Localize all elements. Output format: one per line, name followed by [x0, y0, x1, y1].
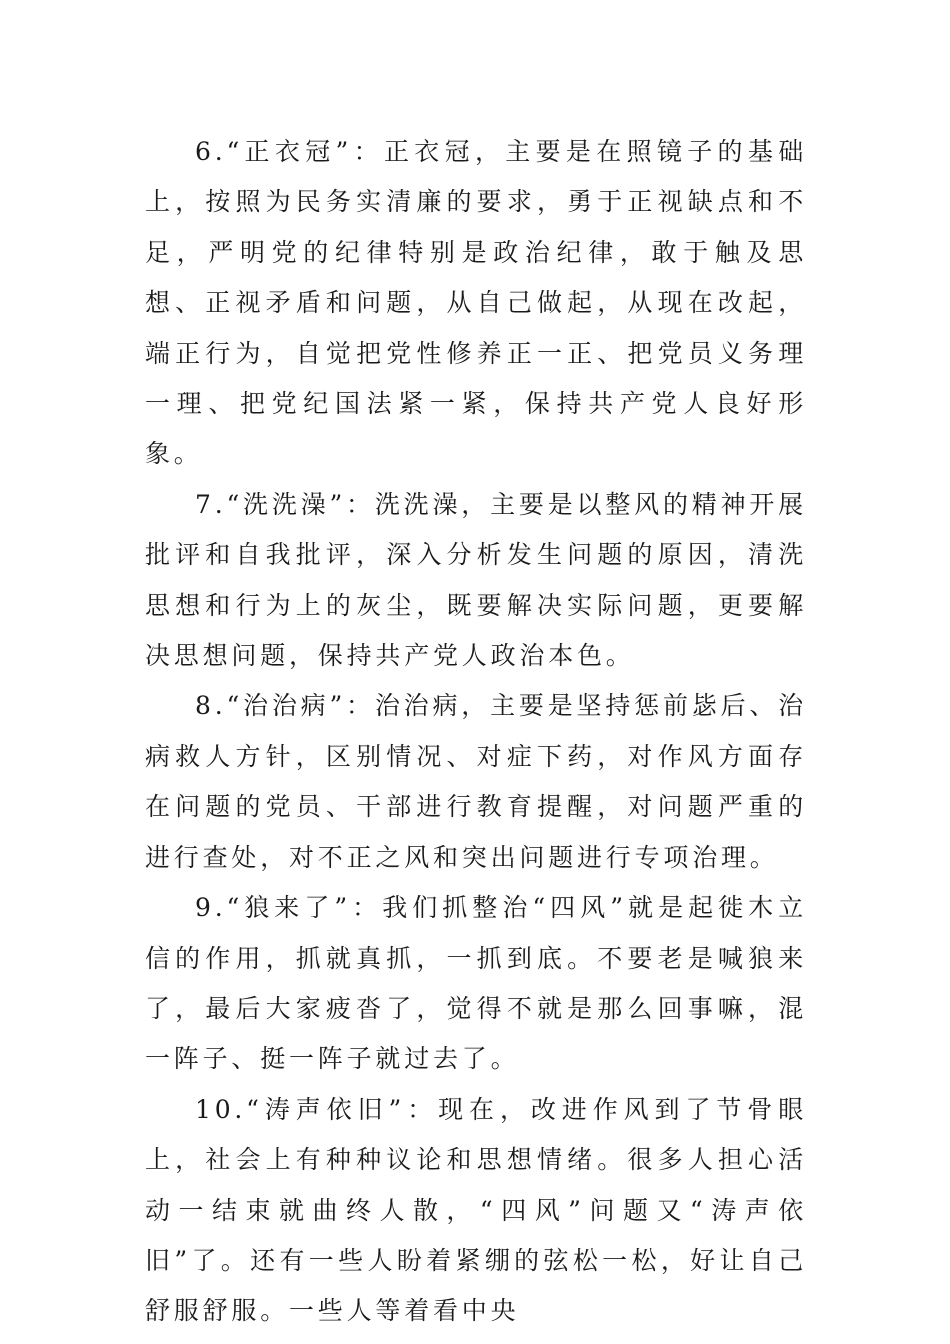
- paragraph-item-10: 10.“涛声依旧”：现在，改进作风到了节骨眼上，社会上有种种议论和思想情绪。很多人担心活动一结束就曲终人散，“四风”问题又“涛声依旧”了。还有一些人盼着紧绷的弦松一松，好让自己舒服舒服。一些人等着看中央: [145, 1094, 807, 1326]
- paragraph-item-7: 7.“洗洗澡”：洗洗澡，主要是以整风的精神开展批评和自我批评，深入分析发生问题的原因，清洗思想和行为上的灰尘，既要解决实际问题，更要解决思想问题，保持共产党人政治本色。: [145, 489, 807, 671]
- paragraph-item-8: 8.“治治病”：治治病，主要是坚持惩前毖后、治病救人方针，区别情况、对症下药，对作风方面存在问题的党员、干部进行教育提醒，对问题严重的进行查处，对不正之风和突出问题进行专项治理。: [145, 691, 807, 872]
- document-body: [145, 127, 807, 1337]
- paragraph-item-6: 6.“正衣冠”：正衣冠，主要是在照镜子的基础上，按照为民务实清廉的要求，勇于正视缺点和不足，严明党的纪律特别是政治纪律，敢于触及思想、正视矛盾和问题，从自己做起，从现在改起，端正行为，自觉把党性修养正一正、把党员义务理一理、把党纪国法紧一紧，保持共产党人良好形象。: [145, 137, 807, 469]
- paragraph-item-9: 9.“狼来了”：我们抓整治“四风”就是起徙木立信的作用，抓就真抓，一抓到底。不要老是喊狼来了，最后大家疲沓了，觉得不就是那么回事嘛，混一阵子、挺一阵子就过去了。: [145, 893, 807, 1074]
